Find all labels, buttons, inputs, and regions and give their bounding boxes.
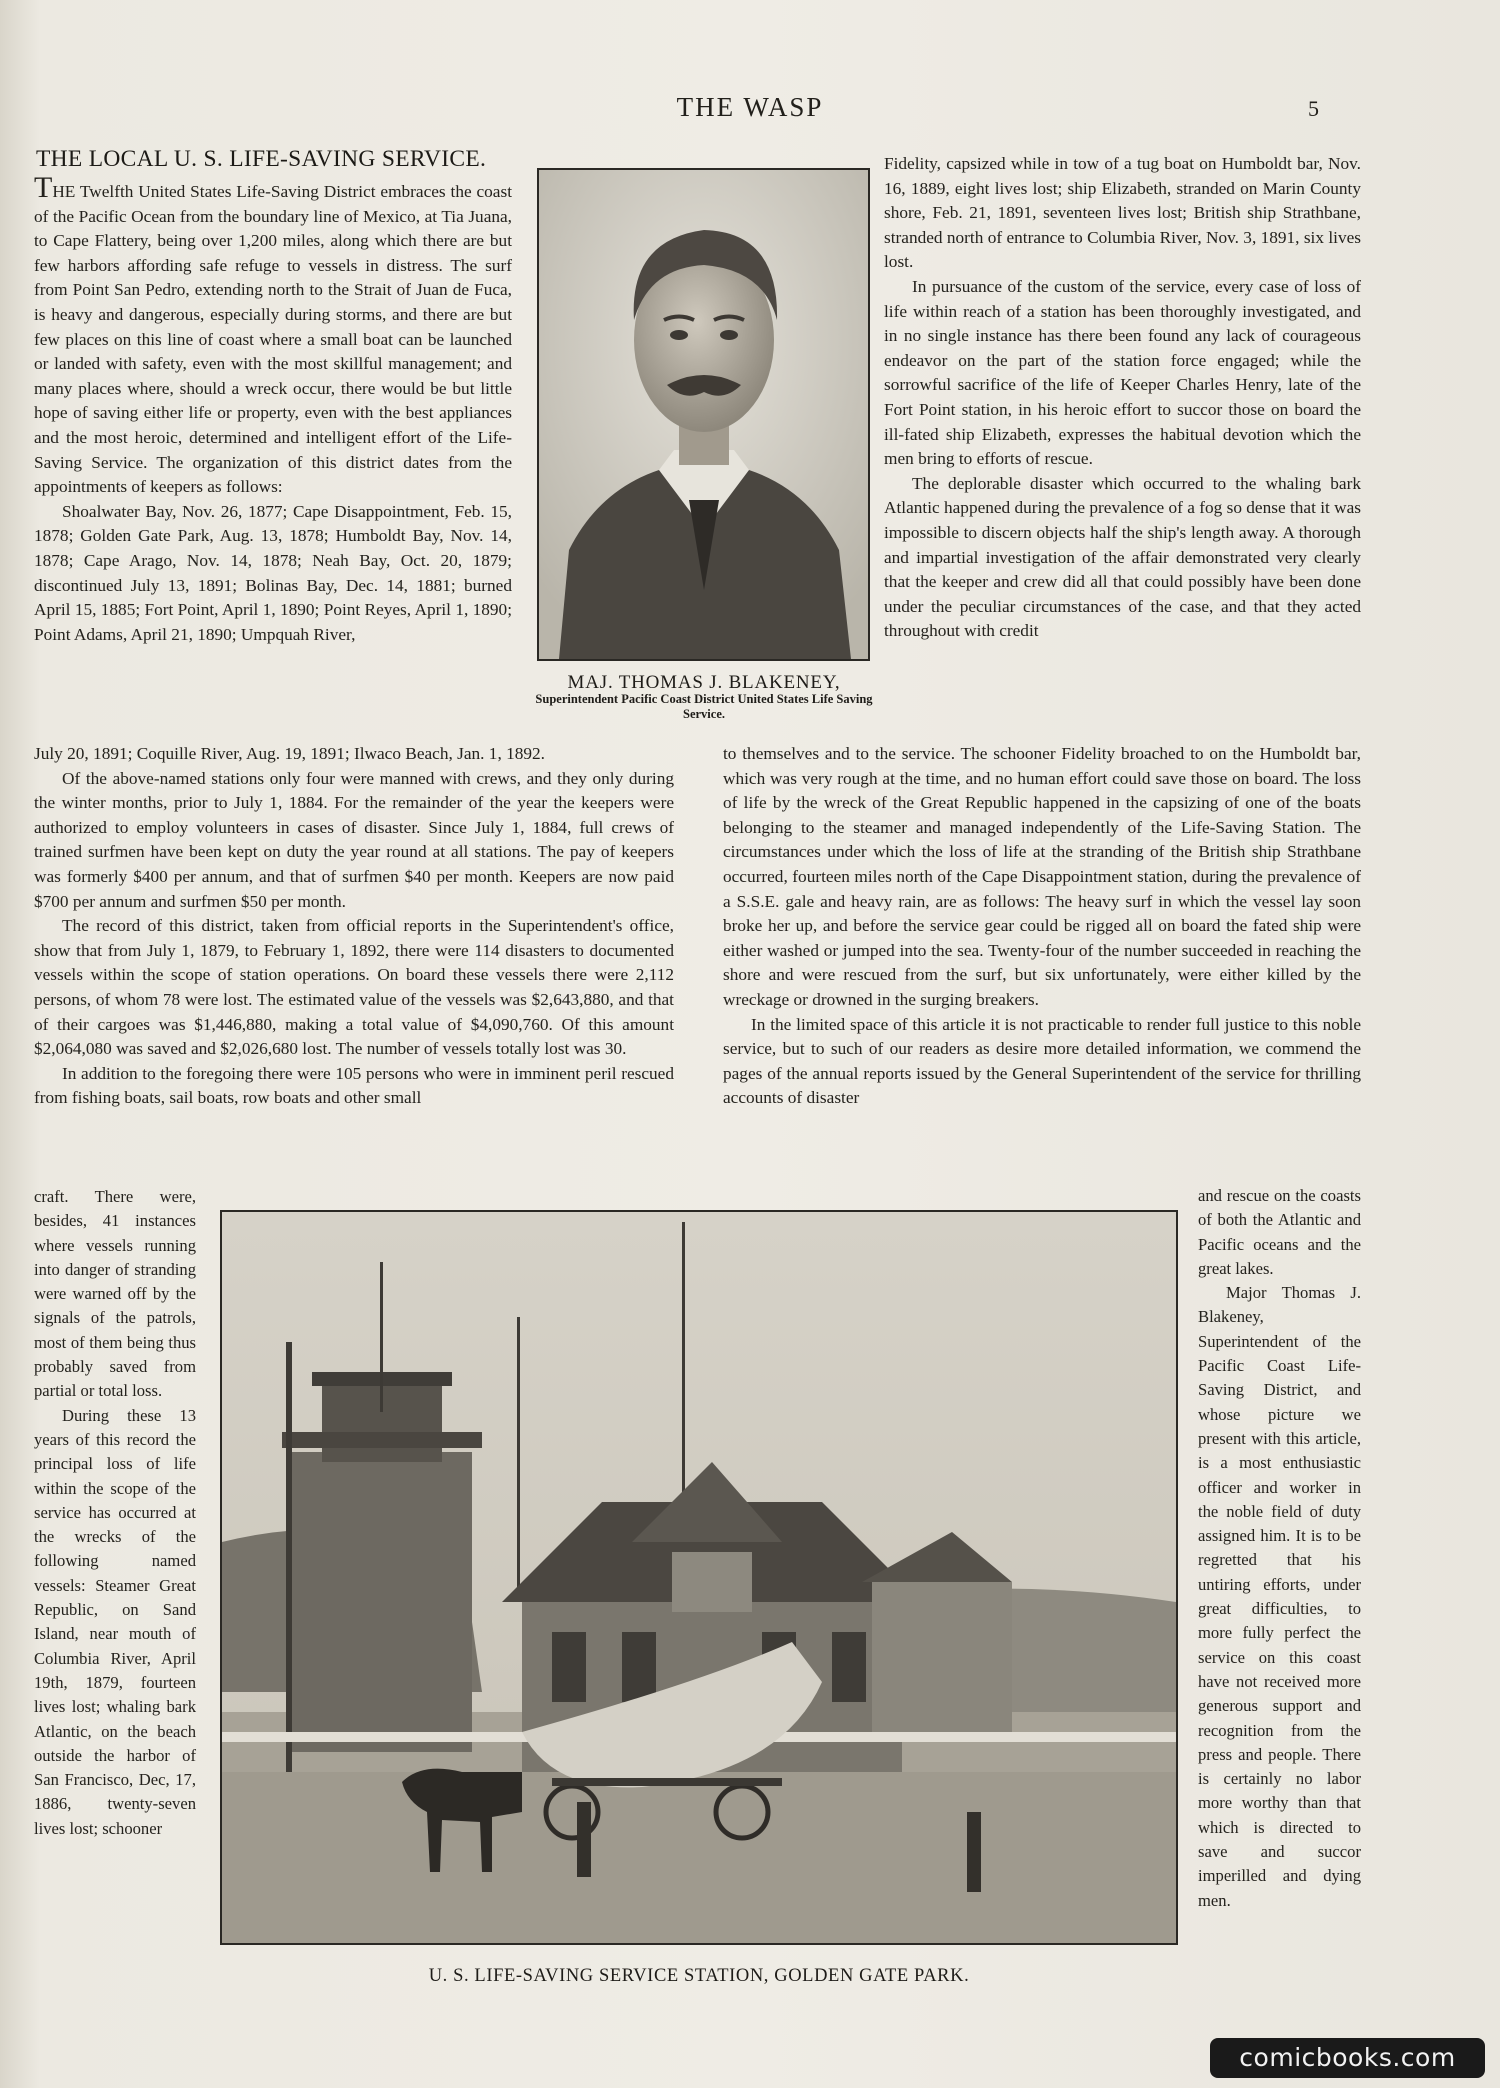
paragraph-text: Fidelity, capsized while in tow of a tug boat on Humboldt bar, Nov. 16, 1889, eight lives lost; ship Elizabeth, stranded on Marin County shore, Feb. 21, 1891, seventeen lives lost; British ship Strathbane, stranded north of entrance to Columbia River, Nov. 3, 1891, six lives lost. [884, 154, 1361, 272]
column-narrow-left [34, 1185, 196, 1841]
portrait-caption [520, 674, 888, 722]
portrait-caption-role: Superintendent Pacific Coast District United States Life Saving Service. [535, 692, 873, 721]
paragraph-text: The record of this district, taken from official reports in the Superintendent's office, show that from July 1, 1879, to February 1, 1892, there were 114 disasters to documented vessels within the scope of station operations. On board these vessels there were 2,112 persons, of whom 78 were lost. The estimated value of the vessels was $2,643,880, and that of their cargoes was $1,446,880, making a total value of $4,090,760. Of this amount $2,064,080 was saved and $2,026,680 lost. The number of vessels totally lost was 30. [34, 916, 674, 1059]
paragraph [1198, 1184, 1361, 1281]
column-narrow-right [1198, 1184, 1361, 1913]
paragraph-text: craft. There were, besides, 41 instances where vessels running into danger of stranding were warned off by the signals of the patrols, most of them being thus probably saved from partial or total loss. [34, 1187, 196, 1401]
station-illustration [222, 1212, 1176, 1943]
station-photo-caption: U. S. LIFE-SAVING SERVICE STATION, GOLDEN GATE PARK. [428, 1966, 970, 1986]
watermark-logo: comicbooks.com [1210, 2038, 1485, 2078]
paragraph [34, 914, 674, 1062]
paragraph-text: The deplorable disaster which occurred to the whaling bark Atlantic happened during the prevalence of a fog so dense that it was impossible to discern objects half the ship's length away. A thorough and impartial investigation of the affair demonstrated very clearly that the keeper and crew did all that could possibly have been done under the peculiar circumstances of the case, and that they acted throughout with credit [884, 473, 1361, 641]
column-wide-left [34, 742, 674, 1111]
paragraph-text: In addition to the foregoing there were 105 persons who were in imminent peril rescued from fishing boats, sail boats, row boats and other small [34, 1063, 674, 1108]
paragraph [884, 472, 1361, 644]
paragraph-text: HE Twelfth United States Life-Saving District embraces the coast of the Pacific Ocean from the boundary line of Mexico, at Tia Juana, to Cape Flattery, being over 1,200 miles, along which there are but few harbors affording safe refuge to vessels in distress. The surf from Point San Pedro, extending north to the Strait of Juan de Fuca, is heavy and dangerous, especially during storms, and there are but few places on this line of coast where a small boat can be launched or landed with safety, even with the most skillful management; and many places where, should a wreck occur, there would be but little hope of saving either life or property, even with the best appliances and the most heroic, determined and intelligent effort of the Life-Saving Service. The organization of this district dates from the appointments of keepers as follows: [34, 182, 512, 497]
paragraph-text: and rescue on the coasts of both the Atlantic and Pacific oceans and the great lakes. [1198, 1186, 1361, 1278]
paragraph-text: to themselves and to the service. The schooner Fidelity broached to on the Humboldt bar, which was very rough at the time, and no human effort could save those on board. The loss of life by the wreck of the Great Republic happened in the capsizing of one of the boats belonging to the steamer and managed independently of the Life-Saving Station. The circumstances under which the loss of life at the stranding of the British ship Strathbane occurred, fourteen miles north of the Cape Disappointment station, during the prevalence of a S.S.E. gale and heavy rain, are as follows: The heavy surf in which the vessel lay soon broke her up, and before the service gear could be rigged all on board the fated ship were either washed or jumped into the sea. Twenty-four of the number succeeded in reaching the shore and were rescued from the surf, but six unfortunately, were either killed by the wreckage or drowned in the surging breakers. [723, 744, 1361, 1009]
paragraph-text: Shoalwater Bay, Nov. 26, 1877; Cape Disappointment, Feb. 15, 1878; Golden Gate Park, Aug. 13, 1878; Humboldt Bay, Nov. 14, 1878; Cape Arago, Nov. 14, 1878; Neah Bay, Oct. 20, 1879; discontinued July 13, 1891; Bolinas Bay, Dec. 14, 1881; burned April 15, 1885; Fort Point, April 1, 1890; Point Reyes, April 1, 1890; Point Adams, April 21, 1890; Umpquah River, [34, 501, 512, 644]
drop-cap: T [34, 171, 53, 204]
paragraph [34, 500, 512, 648]
paragraph [34, 1404, 196, 1841]
column-wide-right [723, 742, 1361, 1111]
paragraph [34, 171, 512, 500]
paragraph-text: In the limited space of this article it is not practicable to render full justice to this noble service, but to such of our readers as desire more detailed information, we commend the pages of the annual reports issued by the General Superintendent of the service for thrilling accounts of disaster [723, 1014, 1361, 1108]
paragraph [34, 1062, 674, 1111]
paragraph [723, 742, 1361, 1013]
portrait-illustration [539, 170, 868, 659]
paragraph-text: During these 13 years of this record the principal loss of life within the scope of the service has occurred at the wrecks of the following named vessels: Steamer Great Republic, on Sand Island, near mouth of Columbia River, April 19th, 1879, fourteen lives lost; whaling bark Atlantic, on the beach outside the harbor of San Francisco, Dec, 17, 1886, twenty-seven lives lost; schooner [34, 1405, 196, 1838]
column-left-top [34, 171, 512, 647]
paragraph [723, 1013, 1361, 1111]
page-number: 5 [1308, 96, 1319, 121]
paragraph [34, 742, 674, 767]
paragraph-text: Major Thomas J. Blakeney, Superintendent of the Pacific Coast Life-Saving District, and whose picture we present with this article, is a most enthusiastic officer and worker in the noble field of duty assigned him. It is to be regretted that his untiring efforts, under great difficulties, to more fully perfect the service on this coast have not received more generous support and recognition from the press and people. There is certainly no labor more worthy than that which is directed to save and succor imperilled and dying men. [1198, 1283, 1361, 1910]
column-right-top [884, 152, 1361, 644]
article-title: THE LOCAL U. S. LIFE-SAVING SERVICE. [36, 146, 487, 172]
paragraph [34, 767, 674, 915]
paragraph [1198, 1281, 1361, 1913]
portrait-caption-name: MAJ. THOMAS J. BLAKENEY, [567, 672, 841, 693]
portrait-photo [537, 168, 870, 661]
paragraph [34, 1185, 196, 1404]
paragraph-text: Of the above-named stations only four were manned with crews, and they only during the winter months, prior to July 1, 1884. For the remainder of the year the keepers were authorized to employ volunteers in cases of disaster. Since July 1, 1884, full crews of trained surfmen have been kept on duty the year round at all stations. The pay of keepers was formerly $400 per annum, and that of surfmen $40 per month. Keepers are now paid $700 per annum and surfmen $50 per month. [34, 768, 674, 911]
paragraph [884, 275, 1361, 472]
paragraph-text: In pursuance of the custom of the service, every case of loss of life within reach of a station has been thoroughly investigated, and in no single instance has there been found any lack of courageous endeavor on the part of the station force engaged; while the sorrowful sacrifice of the life of Keeper Charles Henry, late of the Fort Point station, in his heroic effort to succor those on board the ill-fated ship Elizabeth, expresses the habitual devotion which the men bring to efforts of rescue. [884, 276, 1361, 469]
magazine-title: THE WASP [676, 92, 824, 122]
paragraph [884, 152, 1361, 275]
station-photo [220, 1210, 1178, 1945]
paragraph-text: July 20, 1891; Coquille River, Aug. 19, 1891; Ilwaco Beach, Jan. 1, 1892. [34, 744, 545, 763]
